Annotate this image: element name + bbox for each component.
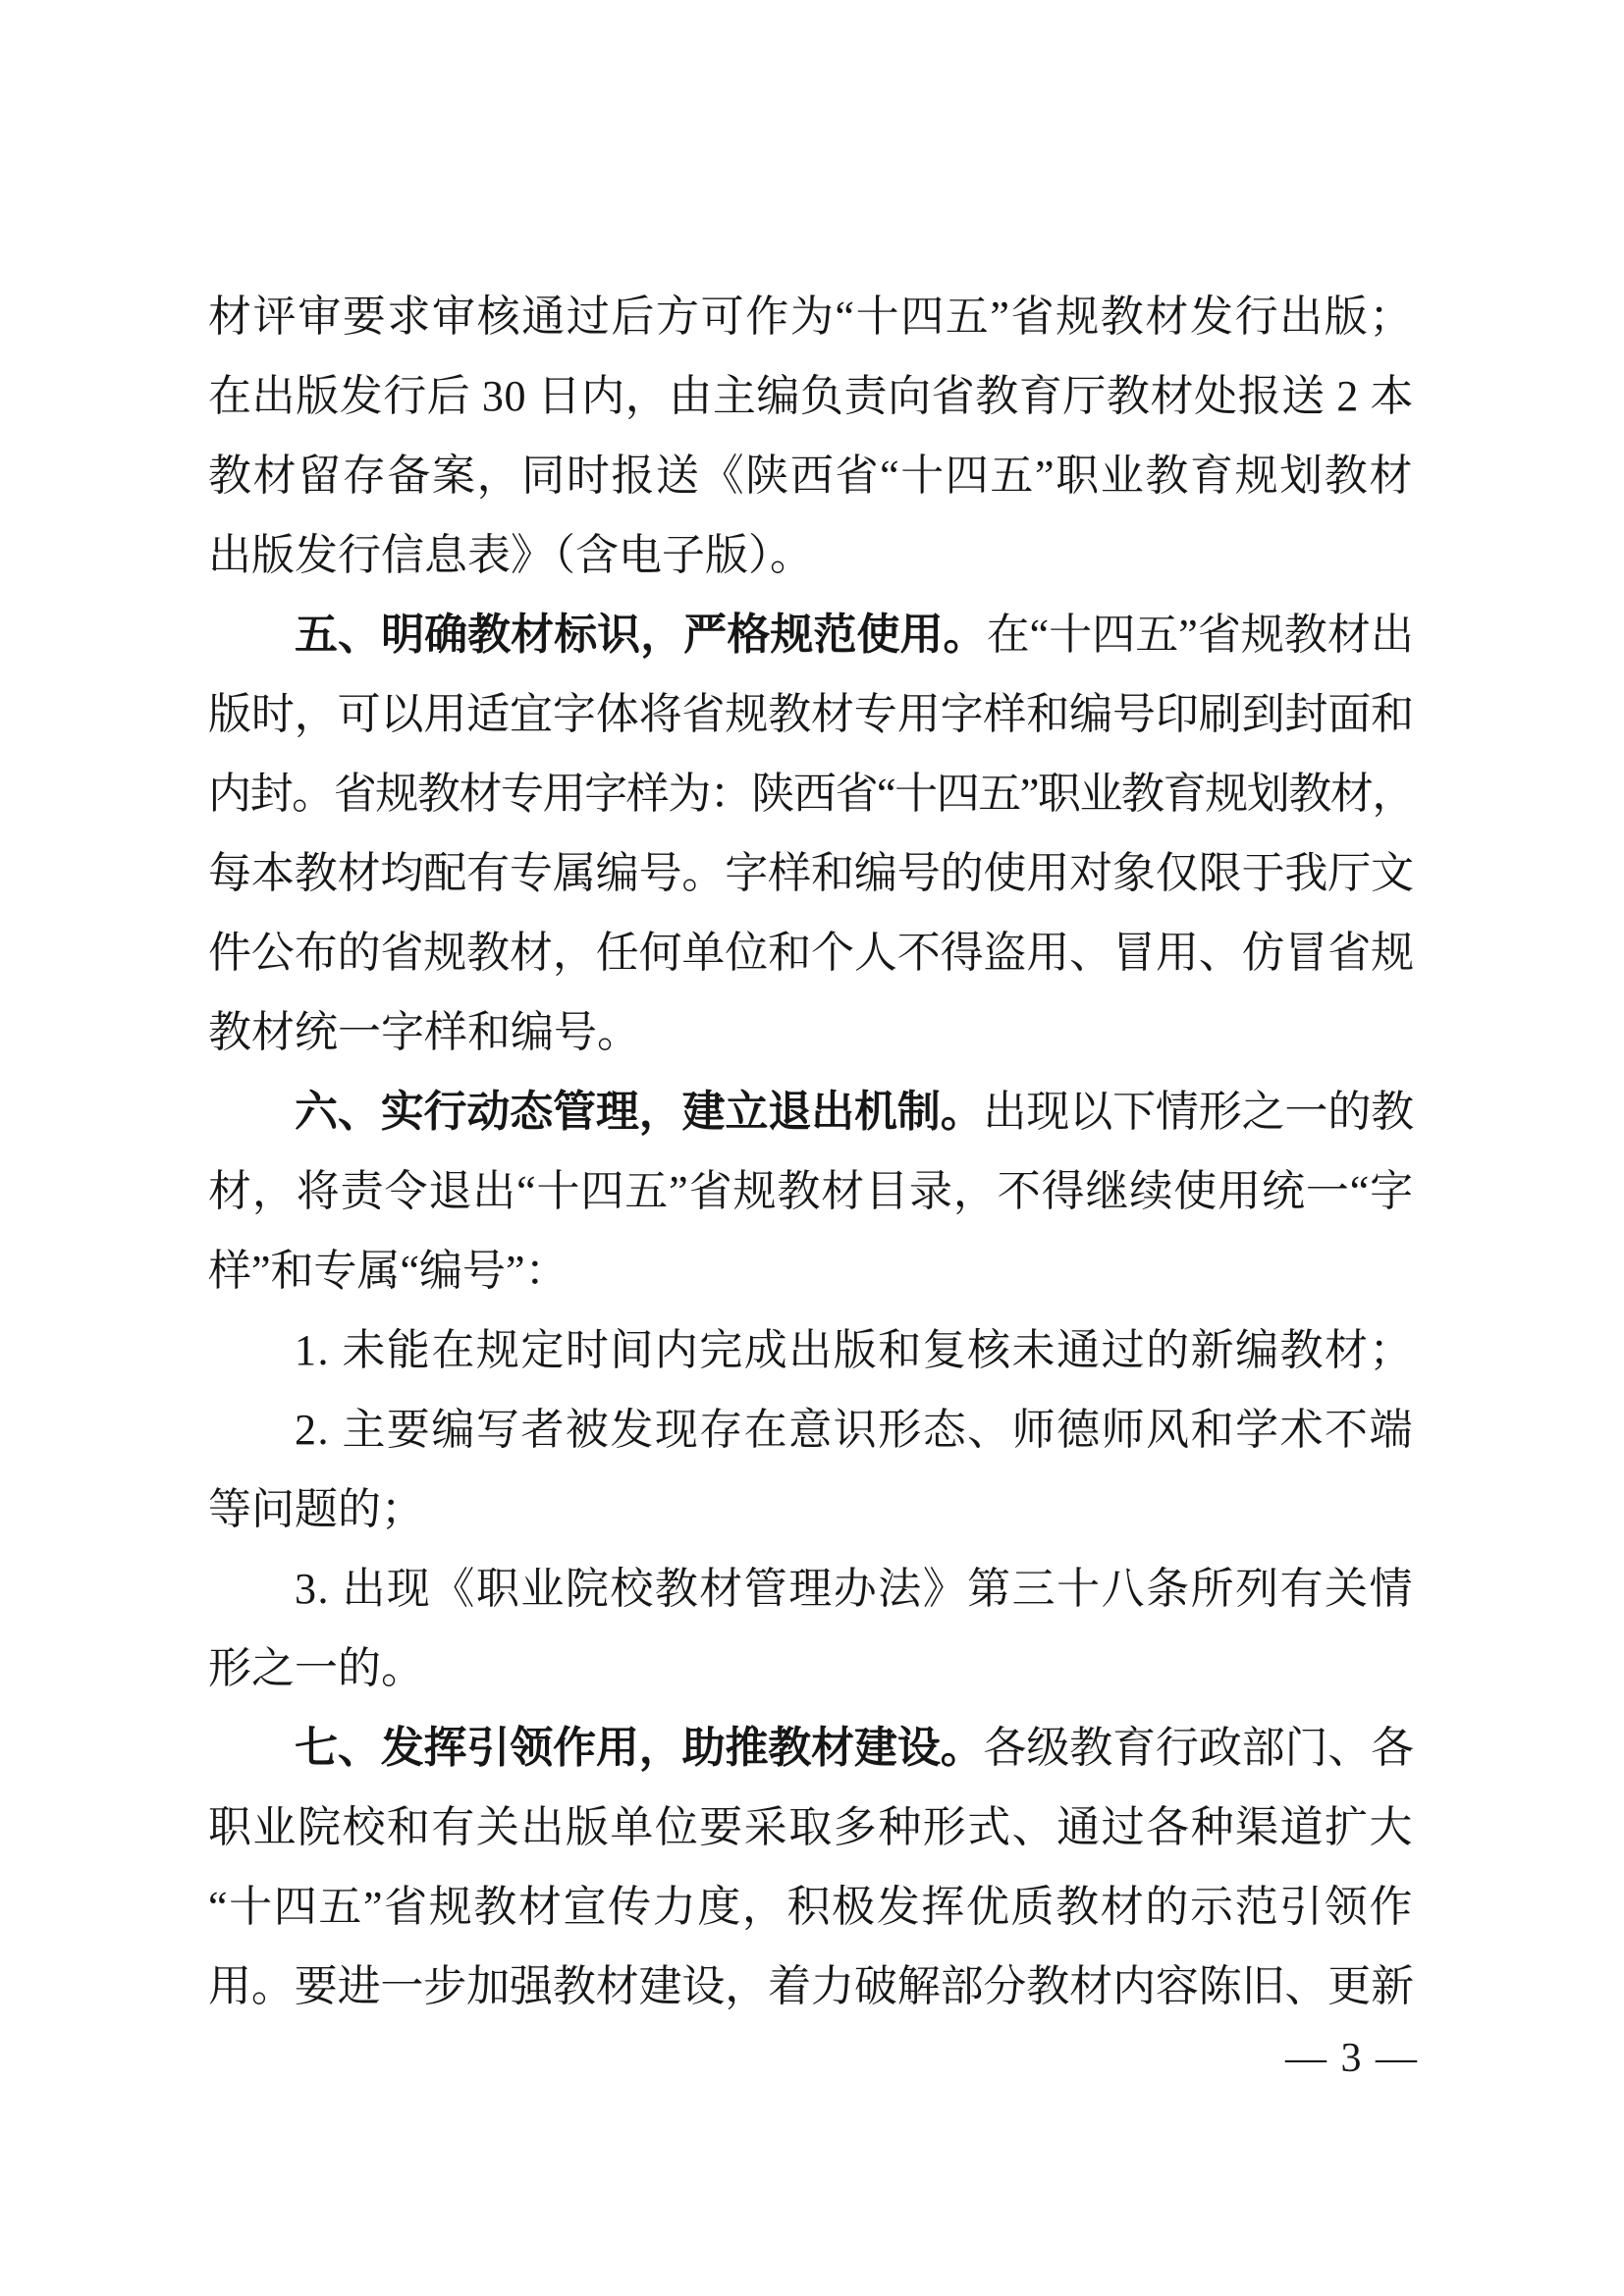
text-line [208,1469,1414,1549]
text-line [208,436,1414,515]
line-text [208,1867,1414,1947]
text-line [208,356,1414,436]
line-text [208,1469,424,1549]
text-line [208,1151,1414,1231]
text-line-heading [208,595,1414,674]
body-text-run: “十四五”省规教材宣传力度，积极发挥优质教材的示范引领作 [208,1883,1414,1931]
section-heading-run: 五、明确教材标识，严格规范使用。 [295,611,987,659]
body-text-run: 各级教育行政部门、各 [983,1724,1415,1772]
page-number: — 3 — [1285,2036,1419,2081]
text-line [208,1310,1414,1390]
text-line [208,515,1414,595]
text-line [208,1549,1414,1629]
body-text-run: 材评审要求审核通过后方可作为“十四五”省规教材发行出版； [208,293,1414,341]
text-line-heading [208,1072,1414,1151]
body-text-run: 出版发行信息表》（含电子版）。 [208,531,813,579]
body-text-run: 教材留存备案，同时报送《陕西省“十四五”职业教育规划教材 [208,452,1414,500]
line-text [208,515,813,595]
line-text [208,1231,568,1310]
line-text [208,436,1414,515]
body-text-run: 材，将责令退出“十四五”省规教材目录，不得继续使用统一“字 [208,1167,1414,1215]
line-text [208,1947,1414,2026]
line-text [208,277,1414,356]
body-text-run: 内封。省规教材专用字样为：陕西省“十四五”职业教育规划教材， [208,770,1414,818]
body-text-run: 出现以下情形之一的教 [983,1088,1415,1136]
text-line [208,674,1414,754]
body-text-run: 用。要进一步加强教材建设，着力破解部分教材内容陈旧、更新 [208,1962,1414,2010]
line-text [295,1708,1414,1788]
body-text-run: 2. 主要编写者被发现存在意识形态、师德师风和学术不端 [295,1406,1414,1454]
text-line [208,833,1414,913]
text-line [208,1867,1414,1947]
text-line [208,1947,1414,2026]
section-heading-run: 七、发挥引领作用，助推教材建设。 [295,1724,984,1772]
text-line-heading [208,1708,1414,1788]
body-text-run: 等问题的； [208,1485,424,1533]
body-text-run: 每本教材均配有专属编号。字样和编号的使用对象仅限于我厅文 [208,849,1414,897]
body-text-run: 样”和专属“编号”： [208,1247,568,1295]
text-line [208,992,1414,1072]
line-text [295,1072,1414,1151]
line-text [208,1629,424,1708]
text-line [208,1231,1414,1310]
line-text [295,1390,1414,1469]
line-text [208,833,1414,913]
line-text [295,1549,1414,1629]
text-line [208,754,1414,833]
body-text-run: 1. 未能在规定时间内完成出版和复核未通过的新编教材； [295,1326,1414,1374]
body-text-run: 形之一的。 [208,1644,424,1692]
body-text-run: 教材统一字样和编号。 [208,1008,640,1056]
line-text [208,754,1414,833]
body-text-run: 职业院校和有关出版单位要采取多种形式、通过各种渠道扩大 [208,1803,1414,1851]
line-text [208,1151,1414,1231]
body-text-run: 版时，可以用适宜字体将省规教材专用字样和编号印刷到封面和 [208,690,1414,738]
body-text-run: 3. 出现《职业院校教材管理办法》第三十八条所列有关情 [295,1565,1414,1613]
line-text [295,1310,1414,1390]
line-text [295,595,1414,674]
section-heading-run: 六、实行动态管理，建立退出机制。 [295,1088,984,1136]
text-line [208,1390,1414,1469]
body-text-run: 在“十四五”省规教材出 [986,611,1415,659]
line-text [208,356,1414,436]
line-text [208,913,1414,992]
text-line [208,1629,1414,1708]
document-body [208,277,1414,2026]
text-line [208,1788,1414,1867]
line-text [208,1788,1414,1867]
line-text [208,992,640,1072]
line-text [208,674,1414,754]
text-line [208,277,1414,356]
body-text-run: 件公布的省规教材，任何单位和个人不得盗用、冒用、仿冒省规 [208,929,1414,977]
text-line [208,913,1414,992]
body-text-run: 在出版发行后 30 日内，由主编负责向省教育厅教材处报送 2 本 [208,372,1414,420]
